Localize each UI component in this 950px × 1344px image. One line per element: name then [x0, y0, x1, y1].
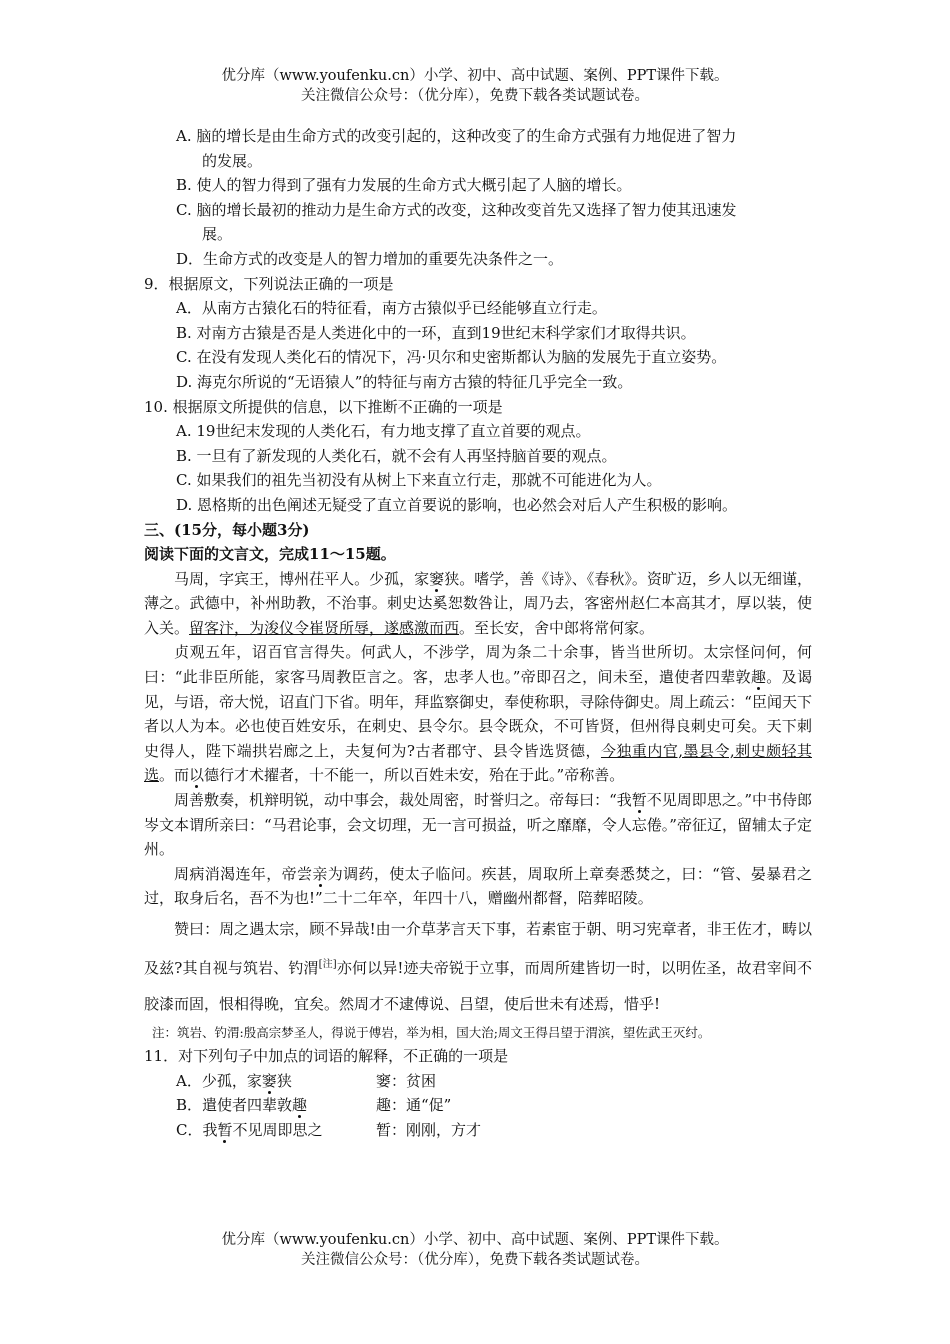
section-3-title: 三、(15分，每小题3分)	[144, 520, 310, 539]
p4-text-a: 周病消渴连年，帝尝	[174, 864, 313, 883]
q11-a-post: 狭	[276, 1071, 292, 1090]
q8-option-b: B. 使人的智力得到了强有力发展的生命方式大概引起了人脑的增长。	[176, 176, 632, 195]
p2-text-a: 贞观五年，诏百官言得失。何武人，不涉学，周为条二十余事，皆当世所切。太宗怪问何，何曰：“此非臣所能，家客马周教臣言之。客，忠孝人也。”帝即召之，间未至，遣使者四辈敦	[144, 643, 812, 687]
q11-a-pre: A．少孤，家	[176, 1071, 262, 1090]
q8-option-c-cont: 展。	[202, 225, 233, 244]
p2-text-c: 。而	[159, 766, 190, 785]
p5-text-a: 赞曰：周之遇太宗，顾不异哉!由一介草茅言天下事，若素宦于朝、明习宪章者，非王佐才，畴以及兹?其自视与筑岩、钓渭	[144, 920, 812, 977]
q11-option-a	[144, 1069, 812, 1094]
p1-text-b: 狭。嗜学，善《诗》、《春秋》。资旷迈，乡人以无细谨，薄之。武德中，补州助教，不治事。刺史达奚恕数咎让，周乃去，客密州赵仁本高其才，厚以装，使入关。	[144, 569, 812, 637]
p2-text-d: 德行才术擢者，十不能一，所以百姓未安，殆在于此。”帝称善。	[204, 766, 625, 785]
q11-c-pre: C．我	[176, 1120, 218, 1139]
footer-line-1: 优分库（www.youfenku.cn）小学、初中、高中试题、案例、PPT课件下载。	[221, 1232, 729, 1248]
p2-dotted-word-2: 以	[189, 766, 205, 785]
q9-option-b: B. 对南方古猿是否是人类进化中的一环，直到19世纪末科学家们才取得共识。	[176, 323, 696, 342]
q8-option-c: C. 脑的增长最初的推动力是生命方式的改变，这种改变首先又选择了智力使其迅速发	[176, 200, 737, 219]
q10-option-a: A. 19世纪末发现的人类化石，有力地支撑了直立首要的观点。	[176, 422, 591, 441]
p1-text-c: 。至长安，舍中郎将常何家。	[459, 618, 655, 637]
q11-option-b	[144, 1093, 812, 1118]
p1-dotted-word: 窭	[429, 569, 445, 588]
q11-b-gloss: 趣：通“促”	[376, 1096, 452, 1115]
q11-c-post: 不见周即思之	[232, 1120, 323, 1139]
q9-option-d: D. 海克尔所说的“无语猿人”的特征与南方古猿的特征几乎完全一致。	[176, 372, 633, 391]
q11-a-dotted-word: 窭	[261, 1071, 277, 1090]
p1-text-a: 马周，字宾王，博州茌平人。少孤，家	[174, 569, 430, 588]
p3-text-a: 周善敷奏，机辩明锐，动中事会，裁处周密，时誉归之。帝每曰：“我	[174, 791, 632, 810]
q11-b-pre: B．遣使者四辈敦	[176, 1096, 293, 1115]
page-header	[0, 66, 950, 106]
q9-option-a: A．从南方古猿化石的特征看，南方古猿似乎已经能够直立行走。	[176, 299, 607, 318]
passage-paragraph-4	[144, 862, 812, 911]
passage-paragraph-1	[144, 567, 812, 641]
p2-text-b: 。及谒见，与语，帝大悦，诏直门下省。明年，拜监察御史，奉使称职，寻除侍御史。周上疏云：“臣闻天下者以人为本。必也使百姓安乐，在刺史、县令尔。县令既众，不可皆贤，但州得良刺史可矣。天下刺史得人，陛下端拱岩廊之上，夫复何为?古者郡守、县令皆选贤德，	[144, 668, 812, 760]
q11-b-dotted-word: 趣	[292, 1096, 308, 1115]
q8-option-d: D．生命方式的改变是人的智力增加的重要先决条件之一。	[176, 249, 564, 268]
p5-note-marker: [注]	[318, 959, 337, 970]
section-3-instruction: 阅读下面的文言文，完成11～15题。	[144, 545, 396, 564]
q11-c-gloss: 暂：刚刚，方才	[376, 1120, 482, 1139]
q10-option-c: C. 如果我们的祖先当初没有从树上下来直立行走，那就不可能进化为人。	[176, 471, 662, 490]
q9-option-c: C. 在没有发现人类化石的情况下，冯·贝尔和史密斯都认为脑的发展先于直立姿势。	[176, 348, 727, 367]
p4-dotted-word: 亲	[312, 864, 328, 883]
q11-stem: 11．对下列句子中加点的词语的解释，不正确的一项是	[144, 1047, 509, 1065]
q8-option-a-cont: 的发展。	[202, 151, 263, 170]
p3-dotted-word: 暂	[631, 791, 647, 810]
passage-paragraph-2	[144, 640, 812, 788]
p1-underlined-sentence: 留客汴，为浚仪令崔贤所辱，遂感激而西	[189, 618, 460, 637]
q9-stem: 9．根据原文，下列说法正确的一项是	[144, 274, 394, 293]
q8-option-a: A. 脑的增长是由生命方式的改变引起的，这种改变了的生命方式强有力地促进了智力	[176, 127, 737, 145]
passage-footnote: 注：筑岩、钓渭:殷高宗梦圣人，得说于傅岩，举为相，国大治;周文王得吕望于渭滨，望佐武王灭纣。	[152, 1025, 711, 1040]
passage-paragraph-5	[144, 911, 812, 1022]
q10-option-b: B. 一旦有了新发现的人类化石，就不会有人再坚持脑首要的观点。	[176, 446, 617, 465]
p5-text-b: 亦何以异!迹夫帝锐于立事，而周所建皆切一时，以明佐圣，故君宰间不胶漆而固，恨相得晚，宜矣。然周才不逮傅说、吕望，使后世未有述焉，惜乎!	[144, 959, 812, 1013]
p2-dotted-word-1: 趣	[750, 668, 767, 687]
q11-option-c	[144, 1118, 812, 1143]
p3-text-b: 不见周即思之。”中书侍郎岑文本谓所亲曰：“马君论事，会文切理，无一言可损益，听之靡靡，令人忘倦。”帝征辽，留辅太子定州。	[144, 791, 813, 859]
footer-line-2: 关注微信公众号：（优分库），免费下载各类试题试卷。	[301, 1252, 649, 1268]
q11-c-dotted-word: 暂	[217, 1120, 233, 1139]
p2-underlined-sentence: 今独重内官,墨县令,刺史颇轻其选	[144, 741, 812, 785]
page-footer	[0, 1230, 950, 1270]
q11-a-gloss: 窭：贫困	[376, 1071, 437, 1090]
passage-paragraph-3	[144, 788, 812, 862]
q10-stem: 10. 根据原文所提供的信息，以下推断不正确的一项是	[144, 397, 503, 416]
p4-text-b: 为调药，使太子临问。疾甚，周取所上章奏悉焚之，曰：“管、晏暴君之过，取身后名，吾不为也!”二十二年卒，年四十八，赠幽州都督，陪葬昭陵。	[144, 864, 812, 908]
header-line-1: 优分库（www.youfenku.cn）小学、初中、高中试题、案例、PPT课件下载。	[221, 68, 729, 84]
header-line-2: 关注微信公众号：（优分库），免费下载各类试题试卷。	[301, 88, 649, 104]
q10-option-d: D. 恩格斯的出色阐述无疑受了直立首要说的影响，也必然会对后人产生积极的影响。	[176, 495, 738, 514]
exam-content	[144, 124, 812, 1142]
